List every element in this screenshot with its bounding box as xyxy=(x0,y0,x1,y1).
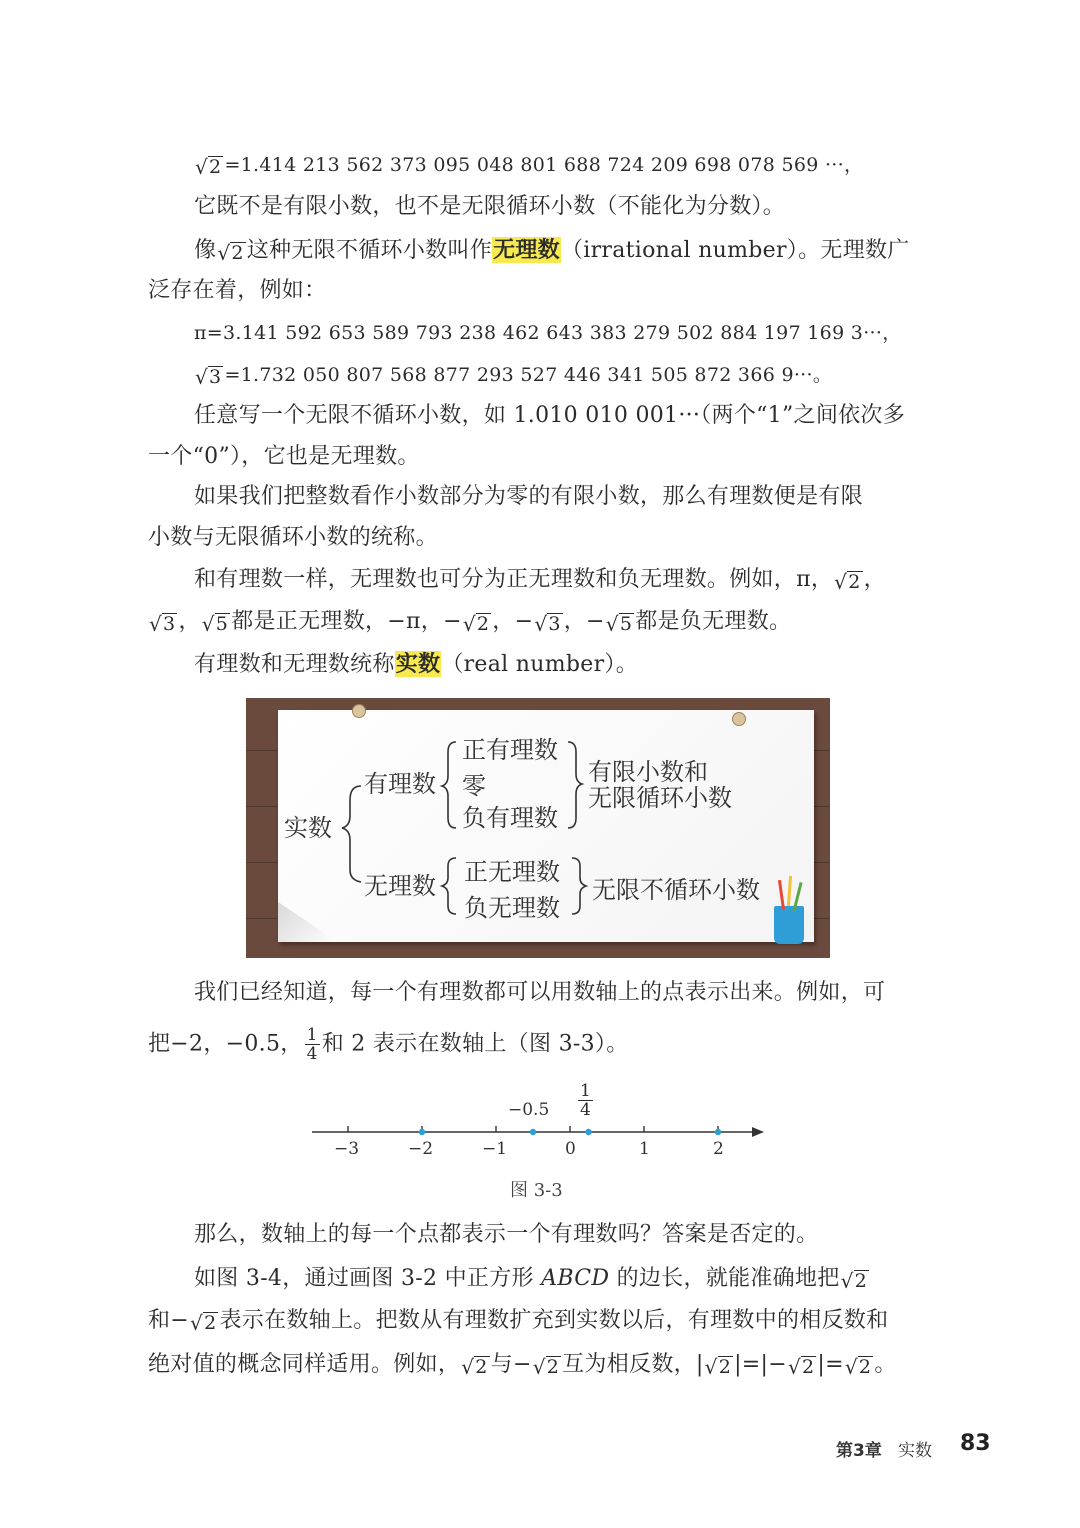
number-point xyxy=(715,1129,721,1135)
number-point xyxy=(530,1129,536,1135)
text-line: 如果我们把整数看作小数部分为零的有限小数，那么有理数便是有限 xyxy=(194,484,864,509)
square-abcd: ABCD xyxy=(541,1266,610,1291)
pencil-cup-icon xyxy=(774,906,804,944)
label-neg-rational: 负有理数 xyxy=(462,804,558,832)
label-rational-desc-1: 有限小数和 xyxy=(588,758,708,786)
point-label-neg-half: −0.5 xyxy=(508,1100,550,1120)
sqrt2: √ 2 xyxy=(195,155,222,179)
label-pos-rational: 正有理数 xyxy=(462,736,558,764)
tick-label: −3 xyxy=(334,1139,360,1159)
label-irrational: 无理数 xyxy=(364,872,436,900)
text-line: 如图 3-4，通过画图 3-2 中正方形 ABCD 的边长，就能准确地把 √ 2 xyxy=(194,1266,868,1293)
tick-label: 0 xyxy=(565,1139,576,1159)
footer-chapter-name: 实数 xyxy=(898,1441,932,1461)
text-line: 和− √ 2 表示在数轴上。把数从有理数扩充到实数以后，有理数中的相反数和 xyxy=(148,1308,889,1335)
fraction-one-quarter: $\frac{1}{4}$ xyxy=(306,1025,318,1064)
page-number: 83 xyxy=(960,1431,991,1456)
number-point xyxy=(419,1129,425,1135)
axis-arrow-icon xyxy=(752,1127,764,1137)
label-rational-desc-2: 无限循环小数 xyxy=(588,784,732,812)
label-neg-irrational: 负无理数 xyxy=(464,894,560,922)
text-line: 和有理数一样，无理数也可分为正无理数和负无理数。例如，π， √ 2 ， xyxy=(194,567,886,594)
text-line: 小数与无限循环小数的统称。 xyxy=(148,525,438,550)
text-line: 一个“0”），它也是无理数。 xyxy=(148,444,420,469)
text-line: 它既不是有限小数，也不是无限循环小数（不能化为分数）。 xyxy=(194,194,786,219)
tick-label: 2 xyxy=(713,1139,724,1159)
point-label-one-quarter: $\frac{1}{4}$ xyxy=(580,1081,591,1120)
tick-label: −1 xyxy=(482,1139,508,1159)
definition-irrational: 像 √ 2 这种无限不循环小数叫作无理数（irrational number）。无理数广 xyxy=(194,237,910,265)
label-zero: 零 xyxy=(462,772,486,800)
footer-chapter: 第3章 xyxy=(836,1441,882,1461)
text-line: 那么，数轴上的每一个点都表示一个有理数吗？答案是否定的。 xyxy=(194,1222,819,1247)
classification-figure xyxy=(246,698,830,958)
text-line: √ 3 ， √ 5 都是正无理数，−π，− √ 2 ，− √ 3 ，− √ 5 都是负无理数。 xyxy=(149,609,792,636)
sqrt3-expansion-line: √ 3 =1.732 050 807 568 877 293 527 446 341 505 872 366 9···。 xyxy=(195,364,833,389)
label-pos-irrational: 正无理数 xyxy=(464,858,560,886)
term-real-number: 实数 xyxy=(395,651,441,677)
label-irrational-desc: 无限不循环小数 xyxy=(592,876,760,904)
definition-real: 有理数和无理数统称实数（real number）。 xyxy=(194,651,639,677)
text-line: 把−2，−0.5， $\frac{1}{4}$ 和 2 表示在数轴上（图 3-3）。 xyxy=(148,1025,629,1064)
tick-label: −2 xyxy=(408,1139,434,1159)
term-irrational-number: 无理数 xyxy=(493,237,560,263)
number-point xyxy=(585,1129,591,1135)
figure-caption: 图 3-3 xyxy=(510,1180,563,1201)
text-line: 绝对值的概念同样适用。例如， √ 2 与− √ 2 互为相反数，| √ 2 |=|− √ 2 |= √ 2 。 xyxy=(148,1352,897,1379)
text-line: 泛存在着，例如： xyxy=(148,278,327,303)
text-line: 我们已经知道，每一个有理数都可以用数轴上的点表示出来。例如，可 xyxy=(194,980,886,1005)
text-line: 任意写一个无限不循环小数，如 1.010 010 001···（两个“1”之间依次多 xyxy=(194,403,906,428)
tick-label: 1 xyxy=(639,1139,650,1159)
sqrt2-expansion-line: √ 2 =1.414 213 562 373 095 048 801 688 724 209 698 078 569 ···， xyxy=(195,154,864,179)
label-rational: 有理数 xyxy=(364,770,436,798)
pi-expansion-line: π=3.141 592 653 589 793 238 462 643 383 279 502 884 197 169 3···， xyxy=(194,322,902,344)
label-real: 实数 xyxy=(284,814,332,842)
